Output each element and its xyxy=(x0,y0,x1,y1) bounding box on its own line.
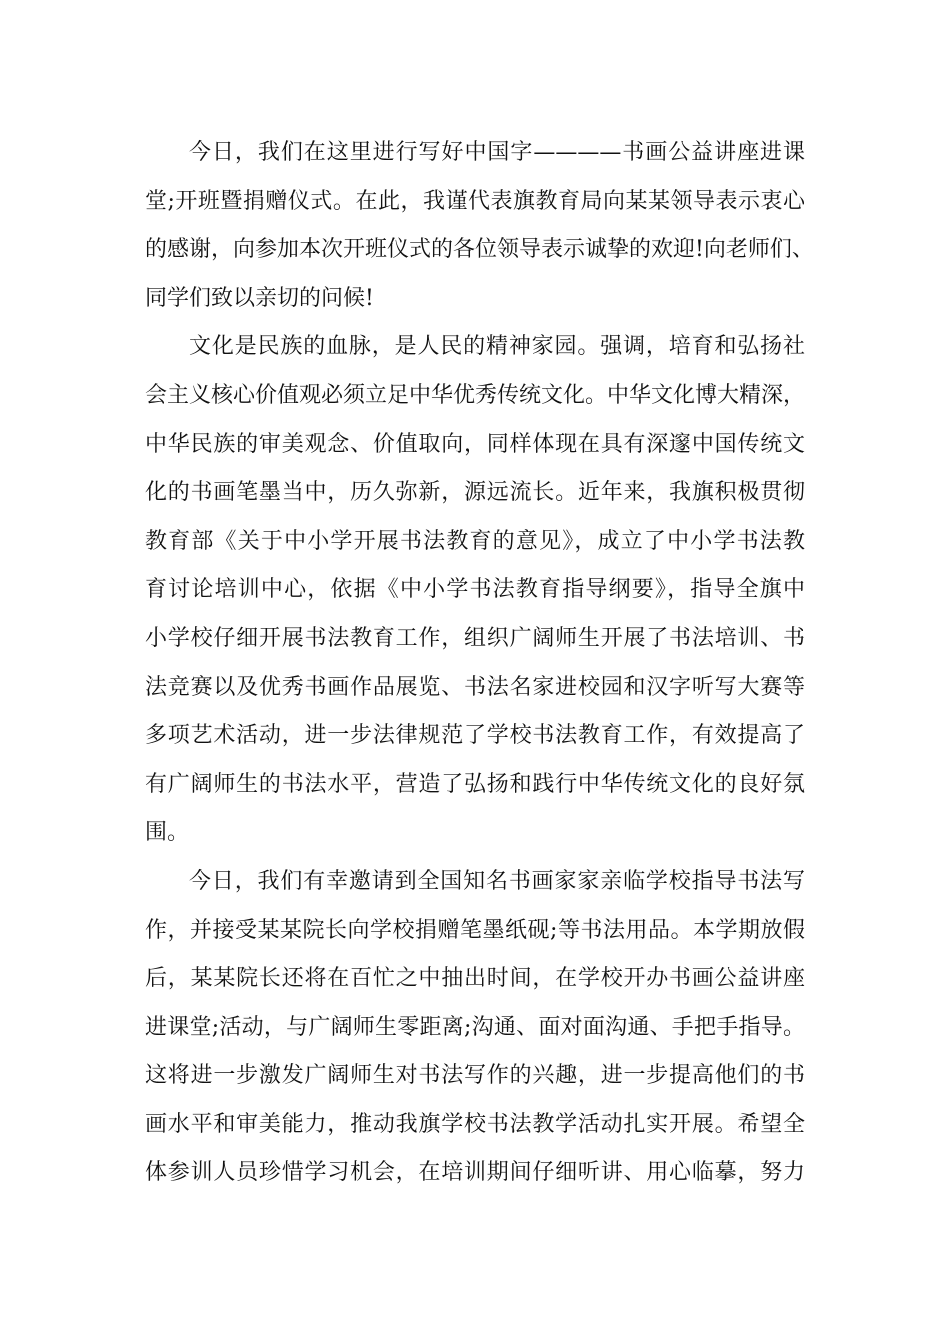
paragraph-1-line-2: 堂;开班暨捐赠仪式。在此，我谨代表旗教育局向某某领导表示衷心 xyxy=(145,188,805,214)
paragraph-3-line-4: 进课堂;活动，与广阔师生零距离;沟通、面对面沟通、手把手指导。 xyxy=(145,1014,805,1040)
paragraph-3-line-5: 这将进一步激发广阔师生对书法写作的兴趣，进一步提高他们的书 xyxy=(145,1063,805,1089)
paragraph-1-line-3: 的感谢，向参加本次开班仪式的各位领导表示诚挚的欢迎!向老师们、 xyxy=(145,237,814,263)
paragraph-1-line-1: 今日，我们在这里进行写好中国字————书画公益讲座进课 xyxy=(189,140,805,165)
paragraph-2-line-6: 育讨论培训中心，依据《中小学书法教育指导纲要》，指导全旗中 xyxy=(145,577,805,603)
paragraph-1-line-4: 同学们致以亲切的问候! xyxy=(145,285,374,311)
paragraph-3-line-7: 体参训人员珍惜学习机会，在培训期间仔细听讲、用心临摹，努力 xyxy=(145,1160,805,1186)
paragraph-2-line-7: 小学校仔细开展书法教育工作，组织广阔师生开展了书法培训、书 xyxy=(145,625,805,651)
paragraph-3-line-1: 今日，我们有幸邀请到全国知名书画家家亲临学校指导书法写 xyxy=(189,868,805,894)
paragraph-2-line-8: 法竞赛以及优秀书画作品展览、书法名家进校园和汉字听写大赛等 xyxy=(145,674,805,700)
paragraph-2-line-1: 文化是民族的血脉，是人民的精神家园。强调，培育和弘扬社 xyxy=(189,334,805,360)
paragraph-2-line-5: 教育部《关于中小学开展书法教育的意见》，成立了中小学书法教 xyxy=(145,528,805,554)
paragraph-2-line-4: 化的书画笔墨当中，历久弥新，源远流长。近年来，我旗积极贯彻 xyxy=(145,480,805,506)
paragraph-2-line-9: 多项艺术活动，进一步法律规范了学校书法教育工作，有效提高了 xyxy=(145,723,805,749)
paragraph-2-line-11: 围。 xyxy=(145,820,190,846)
paragraph-3-line-2: 作，并接受某某院长向学校捐赠笔墨纸砚;等书法用品。本学期放假 xyxy=(145,917,805,943)
paragraph-2-line-2: 会主义核心价值观必须立足中华优秀传统文化。中华文化博大精深， xyxy=(145,382,806,408)
paragraph-2-line-3: 中华民族的审美观念、价值取向，同样体现在具有深邃中国传统文 xyxy=(145,431,805,457)
paragraph-3-line-6: 画水平和审美能力，推动我旗学校书法教学活动扎实开展。希望全 xyxy=(145,1111,805,1137)
body-text xyxy=(145,129,814,1198)
paragraph-2-line-10: 有广阔师生的书法水平，营造了弘扬和践行中华传统文化的良好氛 xyxy=(145,771,805,797)
paragraph-3-line-3: 后，某某院长还将在百忙之中抽出时间，在学校开办书画公益讲座 xyxy=(145,966,805,992)
